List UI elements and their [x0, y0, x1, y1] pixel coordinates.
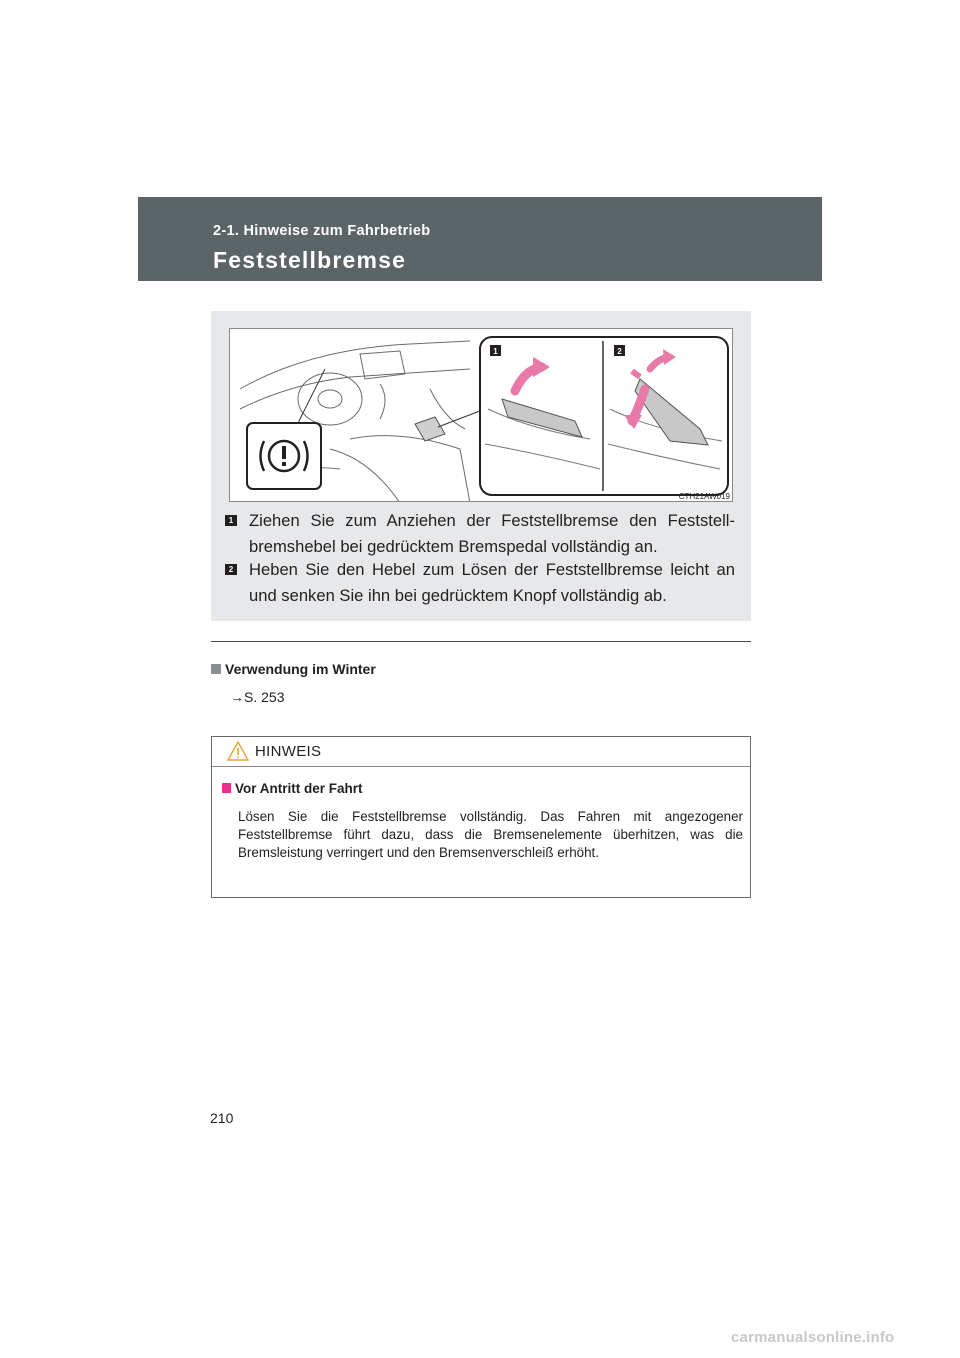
parking-brake-illustration	[229, 328, 733, 502]
panel-2-tag-label: 2	[617, 347, 622, 356]
square-bullet-icon	[211, 664, 221, 674]
winter-heading	[211, 661, 376, 677]
section-label: 2-1. Hinweise zum Fahrbetrieb	[213, 223, 431, 239]
watermark: carmanualsonline.info	[731, 1329, 895, 1346]
winter-heading-text: Verwendung im Winter	[225, 661, 376, 677]
step-2-marker: 2	[225, 564, 237, 575]
page-number: 210	[210, 1110, 234, 1126]
step-2-text: Heben Sie den Hebel zum Lösen der Feststellbremse leicht an und senken Sie ihn bei gedrücktem Knopf vollständig ab.	[249, 560, 735, 605]
pink-square-bullet-icon	[222, 783, 231, 793]
notice-subheading-text: Vor Antritt der Fahrt	[235, 781, 363, 796]
step-1	[225, 508, 735, 559]
notice-header	[212, 737, 750, 767]
step-1-text: Ziehen Sie zum Anziehen der Feststellbremse den Feststellbremshebel bei gedrücktem Bremspedal vollständig an.	[249, 511, 735, 556]
notice-label: HINWEIS	[255, 743, 322, 760]
divider	[211, 641, 751, 642]
page-reference: →S. 253	[230, 689, 285, 705]
notice-body: Lösen Sie die Feststellbremse vollständig. Das Fahren mit angezogener Feststellbremse führt dazu, dass die Bremsenelemente überhitzen, was die Bremsleistung verringert und den Bremsenverschleiß erhöht.	[238, 809, 743, 860]
step-1-marker: 1	[225, 515, 237, 526]
instruction-box	[211, 311, 751, 621]
page-title: Feststellbremse	[213, 247, 407, 273]
lever-overview	[415, 417, 445, 441]
notice-subheading	[222, 781, 363, 796]
notice-box	[211, 736, 751, 898]
illustration-drawing	[230, 329, 733, 502]
section-header-band	[138, 197, 822, 281]
figure-code: CTH21AW019	[678, 492, 730, 501]
step-2	[225, 557, 735, 608]
warning-triangle-icon	[227, 741, 249, 761]
panel-1-tag-label: 1	[493, 347, 498, 356]
